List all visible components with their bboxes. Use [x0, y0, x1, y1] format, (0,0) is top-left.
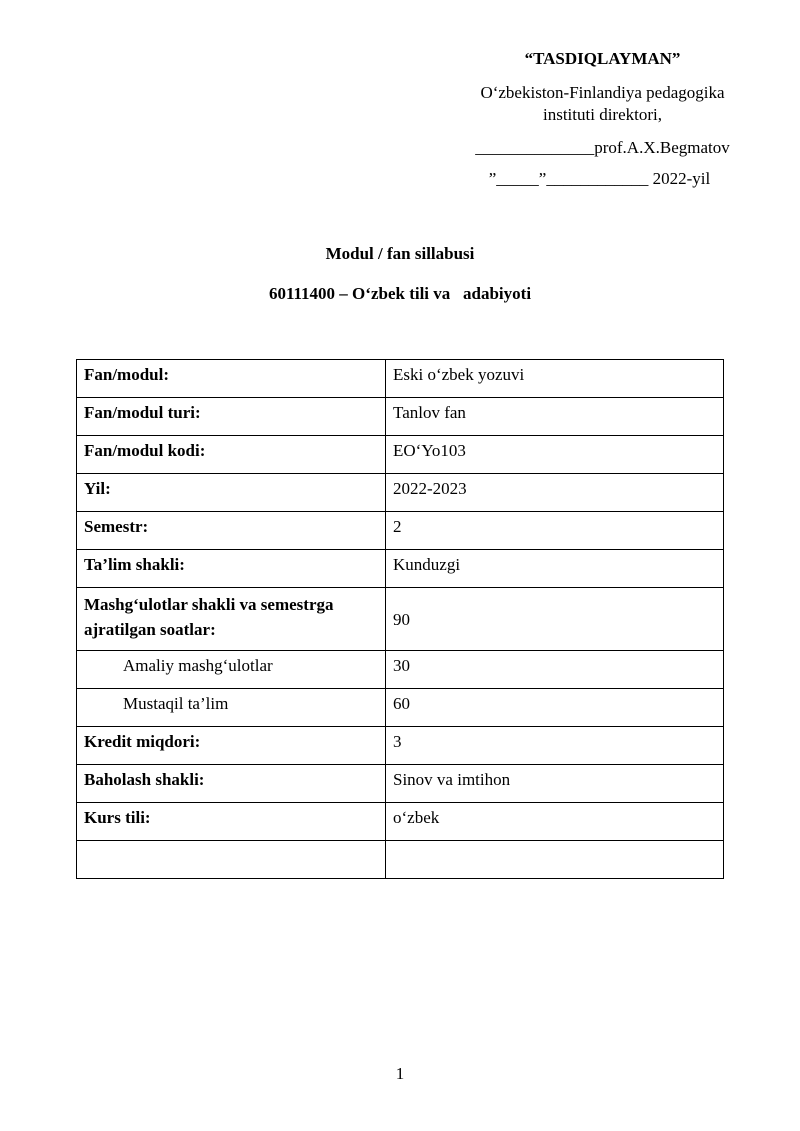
table-row [77, 841, 724, 879]
row-value-fan-modul: Eski o‘zbek yozuvi [386, 360, 724, 398]
row-label-fan-modul-kodi: Fan/modul kodi: [77, 436, 386, 474]
row-label-amaliy-mashgulotlar: Amaliy mashg‘ulotlar [77, 651, 386, 689]
row-value-talim-shakli: Kunduzgi [386, 550, 724, 588]
row-label-mashgulotlar: Mashg‘ulotlar shakli va semestrga ajratilgan soatlar: [77, 588, 386, 651]
approval-organization-line2: instituti direktori, [543, 105, 662, 124]
table-row [77, 436, 724, 474]
table-row [77, 474, 724, 512]
table-row [77, 689, 724, 727]
row-value-semestr: 2 [386, 512, 724, 550]
approval-block [440, 46, 765, 190]
row-value-baholash-shakli: Sinov va imtihon [386, 765, 724, 803]
row-value-fan-modul-kodi: EO‘Yo103 [386, 436, 724, 474]
table-row [77, 550, 724, 588]
table-row [77, 651, 724, 689]
row-value-kredit-miqdori: 3 [386, 727, 724, 765]
document-title: Modul / fan sillabusi [325, 244, 475, 263]
row-value-mustaqil-talim: 60 [386, 689, 724, 727]
row-label-mustaqil-talim: Mustaqil ta’lim [77, 689, 386, 727]
table-row [77, 588, 724, 651]
row-label-baholash-shakli: Baholash shakli: [77, 765, 386, 803]
row-value-amaliy-mashgulotlar: 30 [386, 651, 724, 689]
approval-signature-line: ______________prof.A.X.Begmatov [475, 138, 730, 157]
row-value-fan-modul-turi: Tanlov fan [386, 398, 724, 436]
table-row [77, 765, 724, 803]
syllabus-table [76, 359, 724, 879]
row-label-semestr: Semestr: [77, 512, 386, 550]
page-number: 1 [395, 1064, 405, 1083]
row-value-yil: 2022-2023 [386, 474, 724, 512]
table-row [77, 803, 724, 841]
table-row [77, 398, 724, 436]
table-row [77, 727, 724, 765]
table-row [77, 512, 724, 550]
approval-heading: “TASDIQLAYMAN” [524, 49, 681, 68]
row-value-mashgulotlar: 90 [386, 588, 724, 651]
row-label-kredit-miqdori: Kredit miqdori: [77, 727, 386, 765]
row-label-fan-modul: Fan/modul: [77, 360, 386, 398]
approval-organization-line1: O‘zbekiston-Finlandiya pedagogika [480, 83, 725, 102]
approval-date-line: ”_____”____________ 2022-yil [488, 169, 711, 188]
row-label-yil: Yil: [77, 474, 386, 512]
table-row [77, 360, 724, 398]
row-label-talim-shakli: Ta’lim shakli: [77, 550, 386, 588]
row-label-fan-modul-turi: Fan/modul turi: [77, 398, 386, 436]
row-value-empty [386, 841, 724, 879]
row-label-kurs-tili: Kurs tili: [77, 803, 386, 841]
row-label-empty [77, 841, 386, 879]
document-subtitle: 60111400 – O‘zbek tili va adabiyoti [268, 284, 532, 303]
row-value-kurs-tili: o‘zbek [386, 803, 724, 841]
